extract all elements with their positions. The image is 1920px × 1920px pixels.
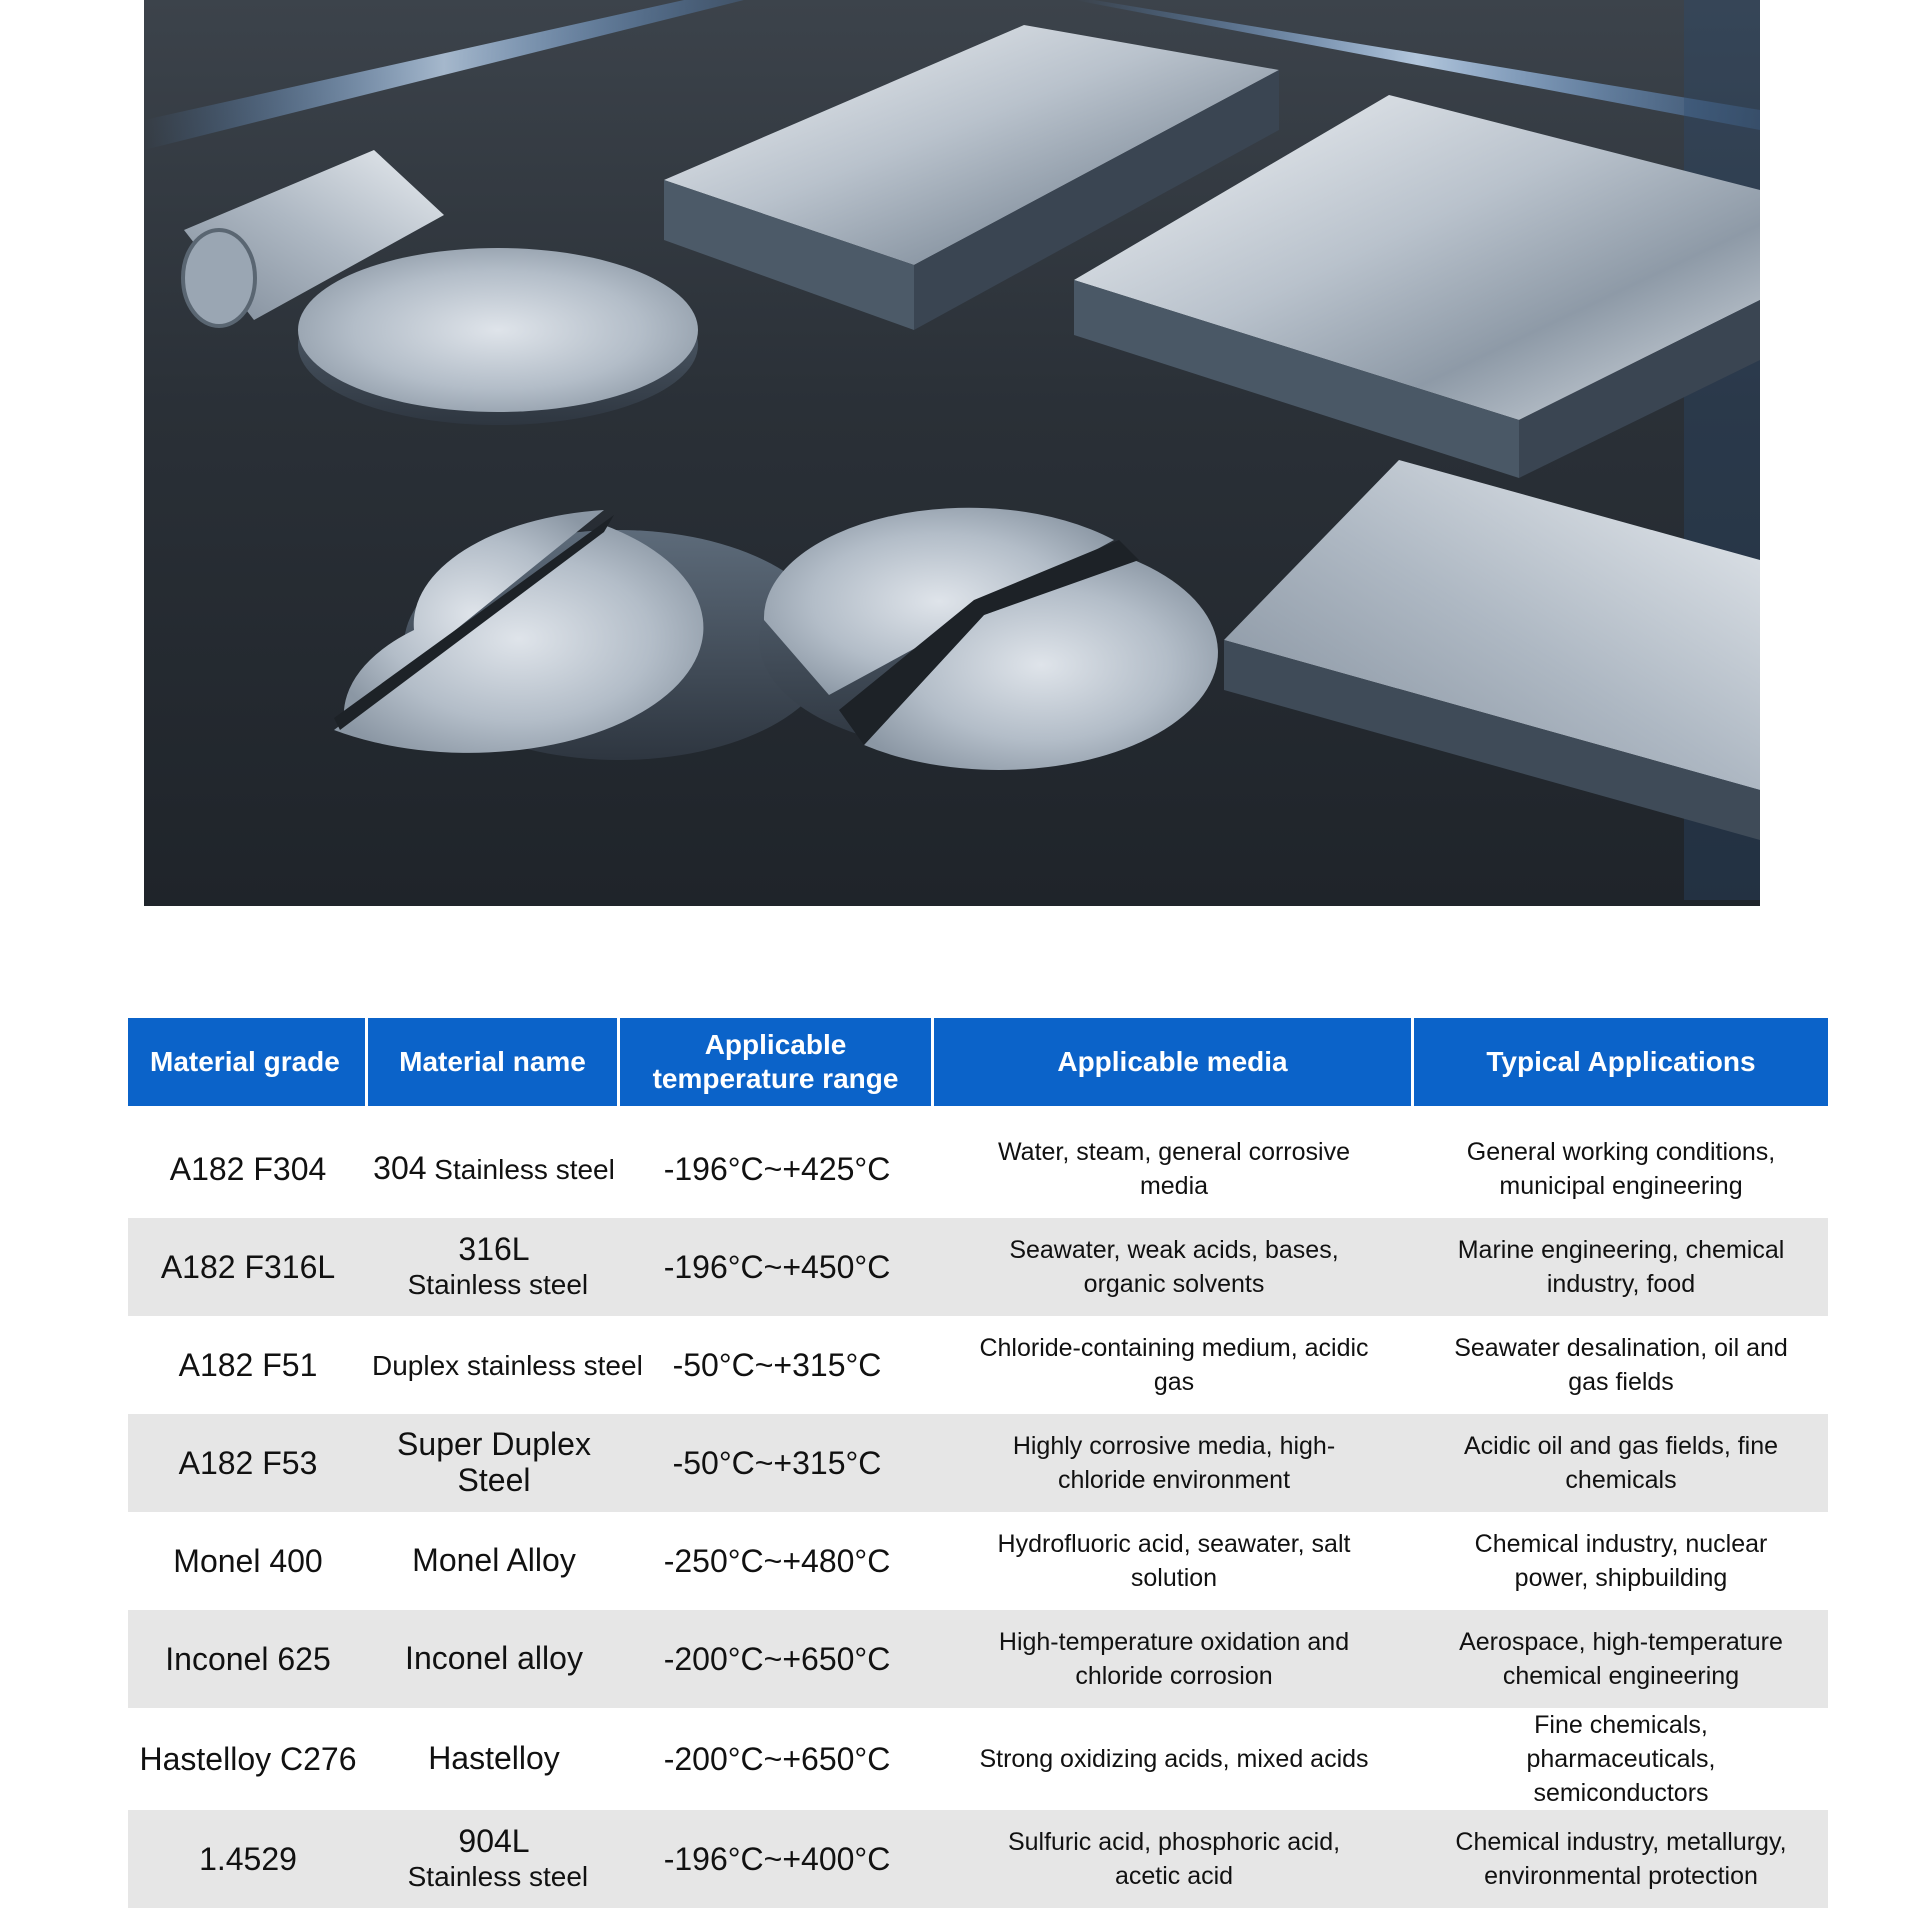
table-row (128, 1218, 1828, 1316)
media-cell: Strong oxidizing acids, mixed acids (979, 1745, 1369, 1773)
applications-cell: Chemical industry, metallurgy, environmental protection (1414, 1810, 1828, 1908)
applications-cell: Seawater desalination, oil and gas fields (1454, 1334, 1788, 1396)
temperature-cell: -50°C~+315°C (672, 1347, 882, 1383)
material-name-main: 304 (373, 1150, 427, 1186)
header-spacer (128, 1106, 1828, 1120)
media-cell: Water, steam, general corrosive media (998, 1138, 1350, 1200)
grade-cell: A182 F51 (178, 1347, 318, 1383)
applications-cell: Fine chemicals, pharmaceuticals, semiconductors (1526, 1711, 1716, 1807)
header-material-name: Material name (368, 1018, 620, 1106)
table-row (128, 1810, 1828, 1908)
header-temperature-range-text: Applicable temperature range (652, 1029, 899, 1094)
media-cell: Hydrofluoric acid, seawater, salt solution (997, 1530, 1351, 1592)
material-name-main: Monel Alloy (412, 1542, 576, 1578)
media-cell: Highly corrosive media, high-chloride environment (934, 1414, 1414, 1512)
grade-cell: 1.4529 (128, 1810, 368, 1908)
material-name-main: Hastelloy (428, 1740, 560, 1776)
material-name-main: 904L (458, 1823, 530, 1859)
header-material-grade: Material grade (128, 1018, 368, 1106)
material-name-main: Super Duplex Steel (397, 1426, 591, 1498)
material-name-rest: Duplex stainless steel (372, 1350, 643, 1381)
applications-cell: Marine engineering, chemical industry, food (1414, 1218, 1828, 1316)
material-name-cell (368, 1218, 620, 1316)
temperature-cell: -50°C~+315°C (620, 1414, 934, 1512)
grade-cell: Monel 400 (173, 1543, 323, 1579)
header-typical-applications: Typical Applications (1414, 1018, 1828, 1106)
applications-cell: Aerospace, high-temperature chemical engineering (1414, 1610, 1828, 1708)
temperature-cell: -196°C~+425°C (663, 1151, 891, 1187)
material-name-rest: Stainless steel (399, 1861, 589, 1892)
media-cell: Seawater, weak acids, bases, organic solvents (934, 1218, 1414, 1316)
grade-cell: A182 F53 (128, 1414, 368, 1512)
material-name-rest: Stainless steel (399, 1269, 589, 1300)
temperature-cell: -196°C~+400°C (620, 1810, 934, 1908)
applications-cell: Chemical industry, nuclear power, shipbuilding (1474, 1530, 1768, 1592)
temperature-cell: -200°C~+650°C (663, 1741, 891, 1777)
material-spec-table (128, 1018, 1828, 1908)
material-name-cell (368, 1512, 620, 1610)
header-temperature-range (620, 1018, 934, 1106)
grade-cell: A182 F304 (169, 1151, 327, 1187)
material-name-cell (368, 1708, 620, 1810)
split-disc-left (334, 510, 834, 760)
material-name-cell (368, 1810, 620, 1908)
media-cell: High-temperature oxidation and chloride corrosion (934, 1610, 1414, 1708)
temperature-cell: -196°C~+450°C (620, 1218, 934, 1316)
grade-cell: A182 F316L (128, 1218, 368, 1316)
grade-cell: Inconel 625 (128, 1610, 368, 1708)
material-name-rest: Stainless steel (426, 1154, 615, 1185)
material-name-cell (368, 1316, 643, 1414)
table-row (128, 1414, 1828, 1512)
applications-cell: General working conditions, municipal engineering (1466, 1138, 1776, 1200)
steel-plate-front (1224, 460, 1760, 840)
material-name-main: 316L (458, 1231, 530, 1267)
metal-plates-and-discs-photo (144, 0, 1760, 906)
material-name-cell (368, 1610, 620, 1708)
material-name-cell (368, 1120, 620, 1218)
table-row (128, 1316, 1828, 1414)
table-row (128, 1708, 1828, 1810)
table-row (128, 1610, 1828, 1708)
temperature-cell: -200°C~+650°C (620, 1610, 934, 1708)
grade-cell: Hastelloy C276 (139, 1741, 357, 1777)
table-row (128, 1512, 1828, 1610)
header-applicable-media: Applicable media (934, 1018, 1414, 1106)
split-disc-right (759, 508, 1218, 770)
material-name-cell (368, 1414, 620, 1512)
table-row (128, 1120, 1828, 1218)
media-cell: Chloride-containing medium, acidic gas (979, 1334, 1369, 1396)
applications-cell: Acidic oil and gas fields, fine chemicals (1414, 1414, 1828, 1512)
material-name-main: Inconel alloy (405, 1640, 583, 1676)
steel-disc (298, 248, 698, 425)
hero-photo (144, 0, 1760, 906)
media-cell: Sulfuric acid, phosphoric acid, acetic acid (934, 1810, 1414, 1908)
temperature-cell: -250°C~+480°C (663, 1543, 891, 1579)
table-header-row (128, 1018, 1828, 1106)
